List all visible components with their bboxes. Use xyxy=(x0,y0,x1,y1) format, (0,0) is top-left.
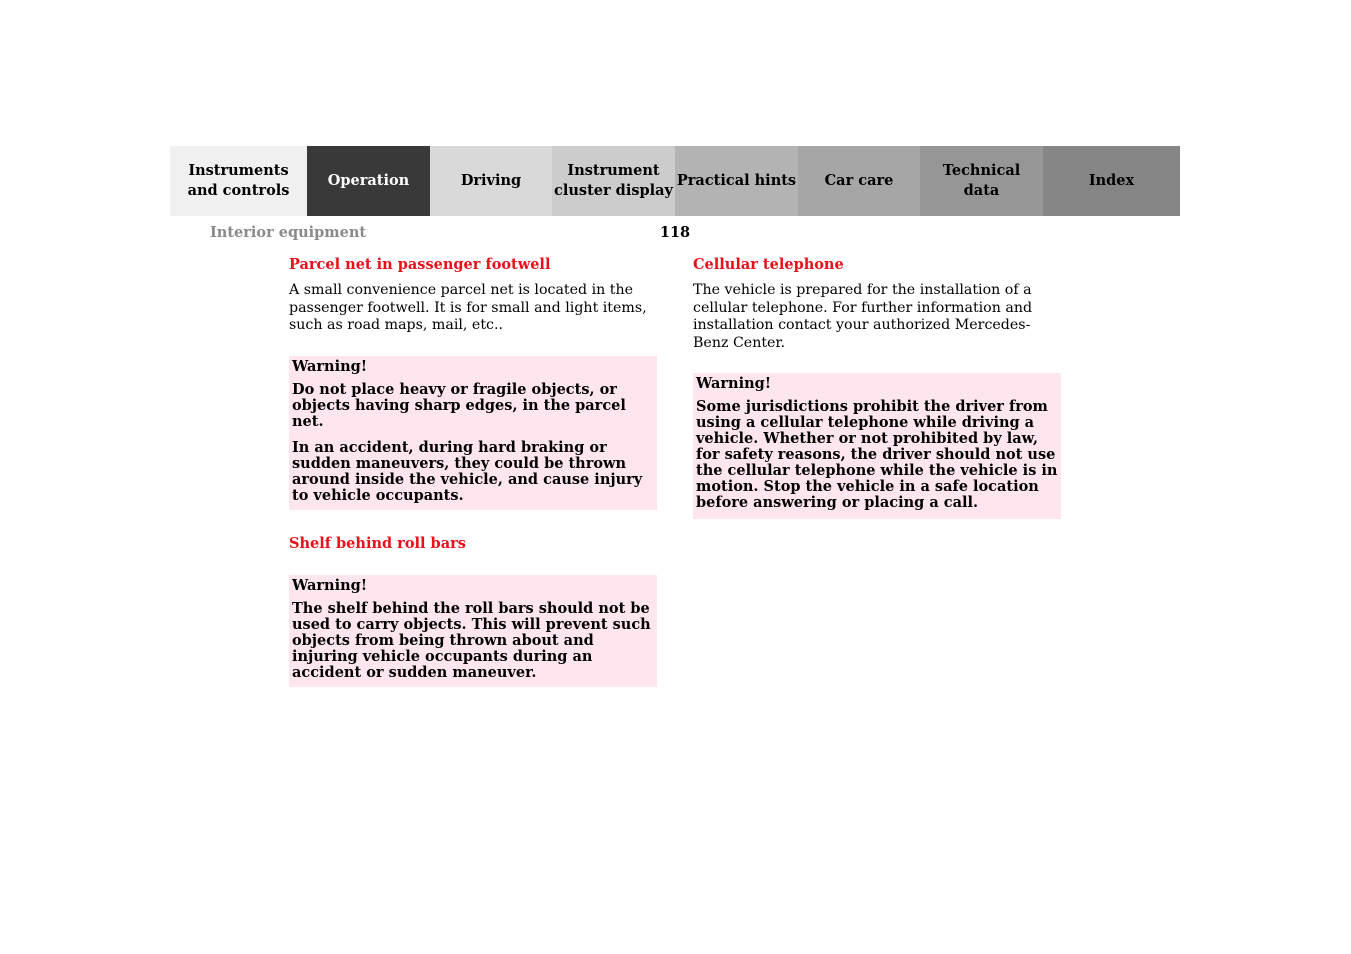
section-title: Interior equipment xyxy=(210,224,367,241)
tab-operation[interactable]: Operation xyxy=(307,146,430,216)
warning-text: In an accident, during hard braking or sudden maneuvers, they could be thrown around inside the vehicle, and cause injury to vehicle occupants. xyxy=(292,438,643,504)
warning-text: The shelf behind the roll bars should not be used to carry objects. This will prevent such objects from being thrown about and injuring vehicle occupants during an accident or sudden maneuver. xyxy=(292,599,651,681)
tab-index[interactable]: Index xyxy=(1043,146,1180,216)
left-column xyxy=(289,256,657,687)
warning-title: Warning! xyxy=(292,576,368,594)
page-number: 118 xyxy=(659,224,691,241)
cellular-telephone-warning xyxy=(693,373,1061,519)
tab-instrument-cluster-display[interactable]: Instrument cluster display xyxy=(552,146,675,216)
parcel-net-text: A small convenience parcel net is located in the passenger footwell. It is for small and light items, such as road maps, mail, etc.. xyxy=(289,282,647,333)
right-column xyxy=(693,256,1061,519)
tab-driving[interactable]: Driving xyxy=(430,146,552,216)
parcel-net-heading: Parcel net in passenger footwell xyxy=(289,256,551,273)
shelf-warning xyxy=(289,575,657,687)
shelf-heading: Shelf behind roll bars xyxy=(289,534,466,552)
warning-title: Warning! xyxy=(292,357,368,375)
tab-instruments-and-controls[interactable]: Instruments and controls xyxy=(170,146,307,216)
cellular-telephone-heading: Cellular telephone xyxy=(693,256,844,273)
cellular-telephone-text: The vehicle is prepared for the installation of a cellular telephone. For further information and installation contact your authorized Mercedes-Benz Center. xyxy=(693,282,1033,351)
tab-practical-hints[interactable]: Practical hints xyxy=(675,146,798,216)
warning-text: Do not place heavy or fragile objects, or objects having sharp edges, in the parcel net. xyxy=(292,380,626,430)
tab-car-care[interactable]: Car care xyxy=(798,146,920,216)
parcel-net-warning xyxy=(289,356,657,510)
warning-title: Warning! xyxy=(696,375,772,392)
warning-text: Some jurisdictions prohibit the driver from using a cellular telephone while driving a vehicle. Whether or not prohibited by law, for safety reasons, the driver should not use the cellular telephone while the vehicle is in motion. Stop the vehicle in a safe location before answering or placing a call. xyxy=(696,398,1058,511)
tab-technical-data[interactable]: Technical data xyxy=(920,146,1043,216)
chapter-navigation xyxy=(170,146,1180,216)
